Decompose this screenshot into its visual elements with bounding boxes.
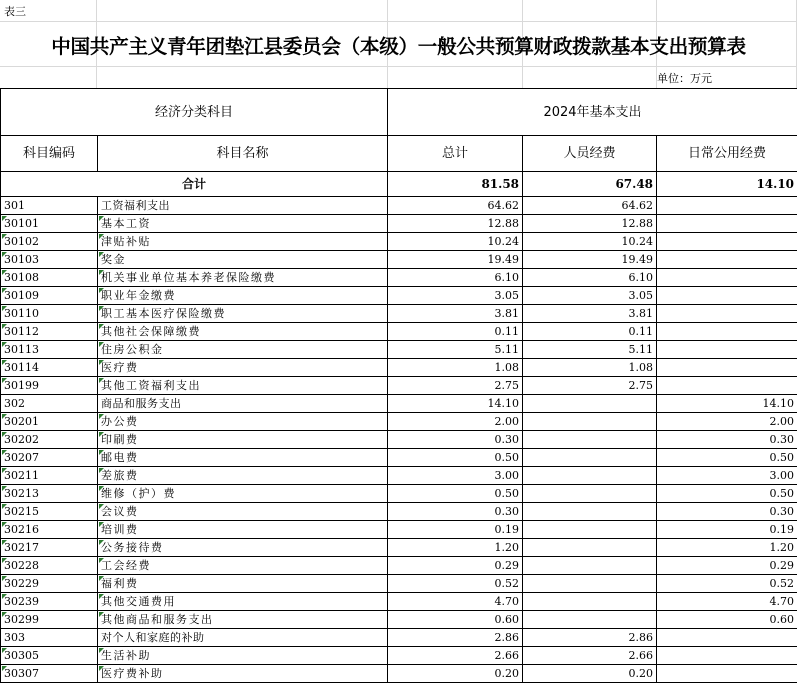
- row-personnel: [523, 503, 657, 521]
- row-public: 4.70: [657, 593, 797, 611]
- row-name: 奖金: [98, 251, 388, 269]
- row-public: 0.30: [657, 431, 797, 449]
- row-personnel: 5.11: [523, 341, 657, 359]
- row-name: 印刷费: [98, 431, 388, 449]
- row-personnel: [523, 593, 657, 611]
- row-code: 30307: [1, 665, 98, 683]
- row-total: 0.50: [388, 485, 523, 503]
- table-row: [1, 215, 797, 233]
- row-personnel: [523, 575, 657, 593]
- row-name: 其他工资福利支出: [98, 377, 388, 395]
- table-row: [1, 233, 797, 251]
- row-name: 生活补助: [98, 647, 388, 665]
- row-total: 2.66: [388, 647, 523, 665]
- row-personnel: 1.08: [523, 359, 657, 377]
- row-personnel: [523, 449, 657, 467]
- table-row: [1, 323, 797, 341]
- table-row: [1, 539, 797, 557]
- table-row: [1, 269, 797, 287]
- row-personnel: 6.10: [523, 269, 657, 287]
- row-personnel: 0.20: [523, 665, 657, 683]
- column-header-personnel: 人员经费: [523, 136, 657, 172]
- row-public: [657, 323, 797, 341]
- gridline: [0, 66, 797, 67]
- row-code: 30110: [1, 305, 98, 323]
- row-name: 医疗费补助: [98, 665, 388, 683]
- row-code: 303: [1, 629, 98, 647]
- row-total: 0.29: [388, 557, 523, 575]
- row-name: 福利费: [98, 575, 388, 593]
- row-code: 30201: [1, 413, 98, 431]
- row-code: 30217: [1, 539, 98, 557]
- row-public: 0.29: [657, 557, 797, 575]
- table-row: [1, 611, 797, 629]
- row-name: 职工基本医疗保险缴费: [98, 305, 388, 323]
- row-code: 30215: [1, 503, 98, 521]
- column-header-code: 科目编码: [1, 136, 98, 172]
- table-row: [1, 287, 797, 305]
- row-name: 其他社会保障缴费: [98, 323, 388, 341]
- row-public: 2.00: [657, 413, 797, 431]
- row-total: 1.20: [388, 539, 523, 557]
- row-name: 工资福利支出: [98, 197, 388, 215]
- total-personnel: 67.48: [523, 172, 657, 197]
- row-total: 3.81: [388, 305, 523, 323]
- row-public: [657, 341, 797, 359]
- row-personnel: [523, 413, 657, 431]
- row-total: 4.70: [388, 593, 523, 611]
- row-public: [657, 287, 797, 305]
- row-public: [657, 629, 797, 647]
- column-header-total: 总计: [388, 136, 523, 172]
- row-personnel: 2.66: [523, 647, 657, 665]
- table-row: [1, 557, 797, 575]
- row-total: 19.49: [388, 251, 523, 269]
- row-total: 2.00: [388, 413, 523, 431]
- row-personnel: 2.75: [523, 377, 657, 395]
- row-code: 30216: [1, 521, 98, 539]
- row-name: 机关事业单位基本养老保险缴费: [98, 269, 388, 287]
- row-public: 0.50: [657, 449, 797, 467]
- row-total: 10.24: [388, 233, 523, 251]
- row-code: 30239: [1, 593, 98, 611]
- row-name: 其他交通费用: [98, 593, 388, 611]
- table-row: [1, 395, 797, 413]
- table-row: [1, 305, 797, 323]
- row-total: 0.20: [388, 665, 523, 683]
- table-row: [1, 575, 797, 593]
- row-total: 3.05: [388, 287, 523, 305]
- row-public: 0.50: [657, 485, 797, 503]
- row-code: 30114: [1, 359, 98, 377]
- row-public: 0.30: [657, 503, 797, 521]
- table-row: [1, 251, 797, 269]
- row-total: 12.88: [388, 215, 523, 233]
- row-public: [657, 647, 797, 665]
- row-personnel: 64.62: [523, 197, 657, 215]
- group-header-economic: 经济分类科目: [1, 89, 388, 136]
- row-public: 3.00: [657, 467, 797, 485]
- table-row: [1, 629, 797, 647]
- column-header-public: 日常公用经费: [657, 136, 797, 172]
- table-row: [1, 593, 797, 611]
- row-personnel: [523, 521, 657, 539]
- row-name: 工会经费: [98, 557, 388, 575]
- table-row: [1, 485, 797, 503]
- table-row: [1, 647, 797, 665]
- row-code: 30199: [1, 377, 98, 395]
- row-personnel: 10.24: [523, 233, 657, 251]
- row-total: 0.11: [388, 323, 523, 341]
- row-total: 1.08: [388, 359, 523, 377]
- row-public: [657, 305, 797, 323]
- row-personnel: 12.88: [523, 215, 657, 233]
- row-total: 0.50: [388, 449, 523, 467]
- row-public: 0.60: [657, 611, 797, 629]
- table-row: [1, 521, 797, 539]
- row-public: [657, 665, 797, 683]
- row-code: 30213: [1, 485, 98, 503]
- total-total: 81.58: [388, 172, 523, 197]
- table-row: [1, 197, 797, 215]
- table-row: [1, 449, 797, 467]
- row-total: 0.60: [388, 611, 523, 629]
- total-public: 14.10: [657, 172, 797, 197]
- row-name: 会议费: [98, 503, 388, 521]
- column-header-name: 科目名称: [98, 136, 388, 172]
- row-total: 0.19: [388, 521, 523, 539]
- row-personnel: 0.11: [523, 323, 657, 341]
- table-row: [1, 341, 797, 359]
- row-name: 商品和服务支出: [98, 395, 388, 413]
- row-public: [657, 269, 797, 287]
- row-personnel: [523, 395, 657, 413]
- row-personnel: [523, 467, 657, 485]
- row-total: 3.00: [388, 467, 523, 485]
- row-public: [657, 233, 797, 251]
- row-code: 30202: [1, 431, 98, 449]
- row-code: 30113: [1, 341, 98, 359]
- row-code: 30109: [1, 287, 98, 305]
- row-public: [657, 215, 797, 233]
- row-name: 其他商品和服务支出: [98, 611, 388, 629]
- row-name: 津贴补贴: [98, 233, 388, 251]
- row-personnel: 2.86: [523, 629, 657, 647]
- row-personnel: [523, 539, 657, 557]
- row-personnel: [523, 431, 657, 449]
- table-row: [1, 503, 797, 521]
- row-total: 0.52: [388, 575, 523, 593]
- row-code: 30103: [1, 251, 98, 269]
- total-row: [1, 172, 797, 197]
- row-name: 维修（护）费: [98, 485, 388, 503]
- group-header-row: [1, 89, 797, 136]
- row-code: 30207: [1, 449, 98, 467]
- row-public: 14.10: [657, 395, 797, 413]
- row-code: 30101: [1, 215, 98, 233]
- row-code: 30229: [1, 575, 98, 593]
- row-code: 30108: [1, 269, 98, 287]
- row-public: 1.20: [657, 539, 797, 557]
- row-code: 30211: [1, 467, 98, 485]
- row-code: 30102: [1, 233, 98, 251]
- row-name: 邮电费: [98, 449, 388, 467]
- row-personnel: 3.81: [523, 305, 657, 323]
- row-total: 6.10: [388, 269, 523, 287]
- row-personnel: [523, 557, 657, 575]
- row-total: 14.10: [388, 395, 523, 413]
- row-name: 对个人和家庭的补助: [98, 629, 388, 647]
- row-total: 5.11: [388, 341, 523, 359]
- row-personnel: [523, 485, 657, 503]
- budget-table: [0, 88, 797, 683]
- table-row: [1, 359, 797, 377]
- row-name: 职业年金缴费: [98, 287, 388, 305]
- total-label: 合计: [1, 172, 388, 197]
- row-public: 0.19: [657, 521, 797, 539]
- table-row: [1, 413, 797, 431]
- row-total: 0.30: [388, 431, 523, 449]
- row-code: 30228: [1, 557, 98, 575]
- table-row: [1, 665, 797, 683]
- table-number-label: 表三: [4, 5, 26, 18]
- row-public: [657, 197, 797, 215]
- row-code: 30305: [1, 647, 98, 665]
- column-header-row: [1, 136, 797, 172]
- row-personnel: 19.49: [523, 251, 657, 269]
- row-code: 30112: [1, 323, 98, 341]
- row-public: [657, 251, 797, 269]
- row-name: 办公费: [98, 413, 388, 431]
- row-total: 0.30: [388, 503, 523, 521]
- row-name: 差旅费: [98, 467, 388, 485]
- row-code: 301: [1, 197, 98, 215]
- row-public: [657, 359, 797, 377]
- row-personnel: 3.05: [523, 287, 657, 305]
- row-code: 30299: [1, 611, 98, 629]
- gridline: [0, 21, 797, 22]
- unit-label: 单位：万元: [657, 72, 712, 85]
- row-name: 基本工资: [98, 215, 388, 233]
- row-public: [657, 377, 797, 395]
- row-personnel: [523, 611, 657, 629]
- row-total: 64.62: [388, 197, 523, 215]
- row-total: 2.75: [388, 377, 523, 395]
- page-title: 中国共产主义青年团垫江县委员会（本级）一般公共预算财政拨款基本支出预算表: [51, 35, 746, 58]
- group-header-year: 2024年基本支出: [388, 89, 797, 136]
- row-name: 医疗费: [98, 359, 388, 377]
- row-public: 0.52: [657, 575, 797, 593]
- row-name: 公务接待费: [98, 539, 388, 557]
- row-code: 302: [1, 395, 98, 413]
- row-name: 住房公积金: [98, 341, 388, 359]
- table-row: [1, 431, 797, 449]
- table-row: [1, 467, 797, 485]
- table-row: [1, 377, 797, 395]
- row-name: 培训费: [98, 521, 388, 539]
- row-total: 2.86: [388, 629, 523, 647]
